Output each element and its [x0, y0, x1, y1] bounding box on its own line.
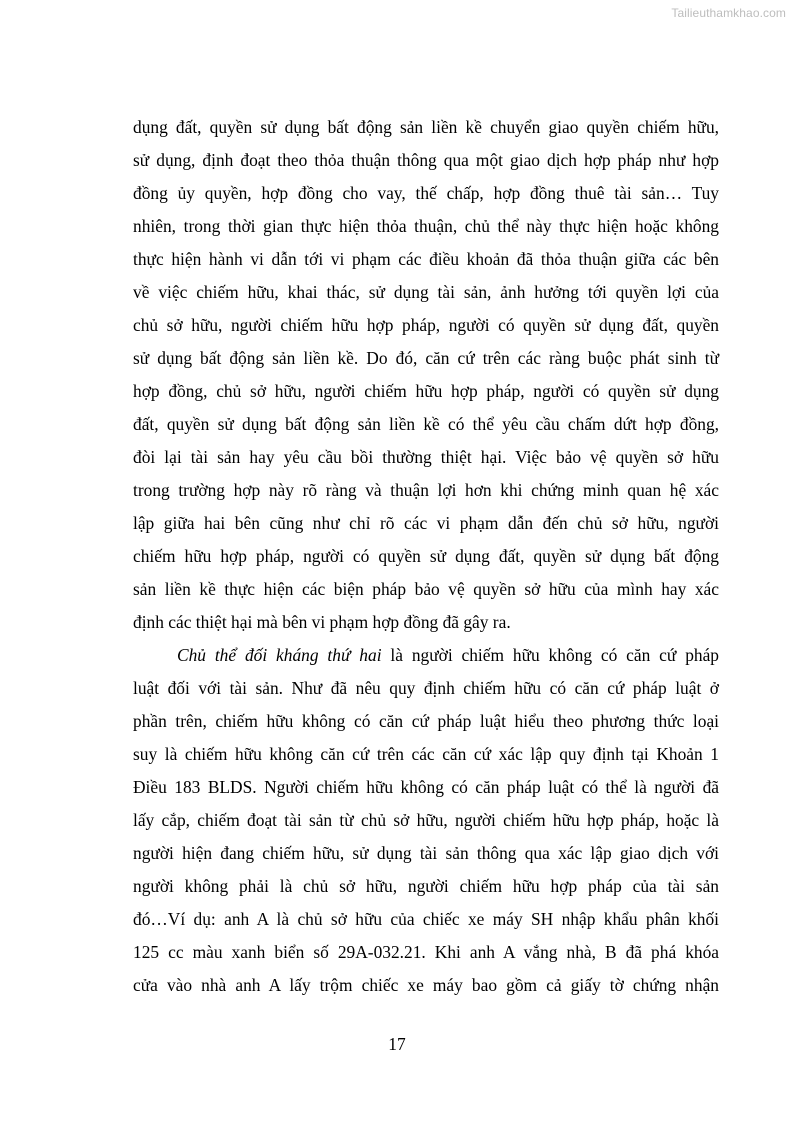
text-line: định các thiệt hại mà bên vi phạm hợp đồng đã gây ra. — [133, 612, 511, 632]
text-line: phần trên, chiếm hữu không có căn cứ pháp luật hiểu theo phương thức loại — [133, 711, 719, 731]
watermark: Tailieuthamkhao.com — [671, 6, 786, 20]
text-line: luật đối với tài sản. Như đã nêu quy định chiếm hữu có căn cứ pháp luật ở — [133, 678, 719, 698]
text-line: suy là chiếm hữu không căn cứ trên các căn cứ xác lập quy định tại Khoản 1 — [133, 744, 719, 764]
text-line: chiếm hữu hợp pháp, người có quyền sử dụng đất, quyền sử dụng bất động — [133, 546, 719, 566]
text-line: lập giữa hai bên cũng như chỉ rõ các vi phạm dẫn đến chủ sở hữu, người — [133, 513, 719, 533]
text-line: người không phải là chủ sở hữu, người chiếm hữu hợp pháp của tài sản — [133, 876, 719, 896]
text-line: trong trường hợp này rõ ràng và thuận lợi hơn khi chứng minh quan hệ xác — [133, 480, 719, 500]
text-line: dụng đất, quyền sử dụng bất động sản liền kề chuyển giao quyền chiếm hữu, — [133, 117, 719, 137]
text-line: sản liền kề thực hiện các biện pháp bảo vệ quyền sở hữu của mình hay xác — [133, 579, 719, 599]
text-line: đất, quyền sử dụng bất động sản liền kề có thể yêu cầu chấm dứt hợp đồng, — [133, 414, 719, 434]
text-line: sử dụng bất động sản liền kề. Do đó, căn cứ trên các ràng buộc phát sinh từ — [133, 348, 719, 368]
lead-rest: là người chiếm hữu không có căn cứ pháp — [381, 645, 719, 665]
text-line: hợp đồng, chủ sở hữu, người chiếm hữu hợp pháp, người có quyền sử dụng — [133, 381, 719, 401]
text-line: đó…Ví dụ: anh A là chủ sở hữu của chiếc xe máy SH nhập khẩu phân khối — [133, 909, 719, 929]
text-line: đòi lại tài sản hay yêu cầu bồi thường thiệt hại. Việc bảo vệ quyền sở hữu — [133, 447, 719, 467]
text-line: chủ sở hữu, người chiếm hữu hợp pháp, người có quyền sử dụng đất, quyền — [133, 315, 719, 335]
text-line: lấy cắp, chiếm đoạt tài sản từ chủ sở hữu, người chiếm hữu hợp pháp, hoặc là — [133, 810, 719, 830]
text-line: đồng ủy quyền, hợp đồng cho vay, thế chấp, hợp đồng thuê tài sản… Tuy — [133, 183, 719, 203]
italic-lead: Chủ thể đối kháng thứ hai — [177, 645, 382, 665]
text-line: cửa vào nhà anh A lấy trộm chiếc xe máy bao gồm cả giấy tờ chứng nhận — [133, 975, 719, 995]
text-line — [177, 644, 719, 666]
text-line: sử dụng, định đoạt theo thỏa thuận thông qua một giao dịch hợp pháp như hợp — [133, 150, 719, 170]
page-number: 17 — [388, 1034, 406, 1054]
text-line: về việc chiếm hữu, khai thác, sử dụng tài sản, ảnh hưởng tới quyền lợi của — [133, 282, 719, 302]
text-line: Điều 183 BLDS. Người chiếm hữu không có căn pháp luật có thể là người đã — [133, 777, 719, 797]
text-line: nhiên, trong thời gian thực hiện thỏa thuận, chủ thể này thực hiện hoặc không — [133, 216, 719, 236]
text-line: 125 cc màu xanh biển số 29A-032.21. Khi anh A vắng nhà, B đã phá khóa — [133, 942, 719, 962]
text-line: thực hiện hành vi dẫn tới vi phạm các điều khoản đã thỏa thuận giữa các bên — [133, 249, 719, 269]
text-line: người hiện đang chiếm hữu, sử dụng tài sản thông qua xác lập giao dịch với — [133, 843, 719, 863]
